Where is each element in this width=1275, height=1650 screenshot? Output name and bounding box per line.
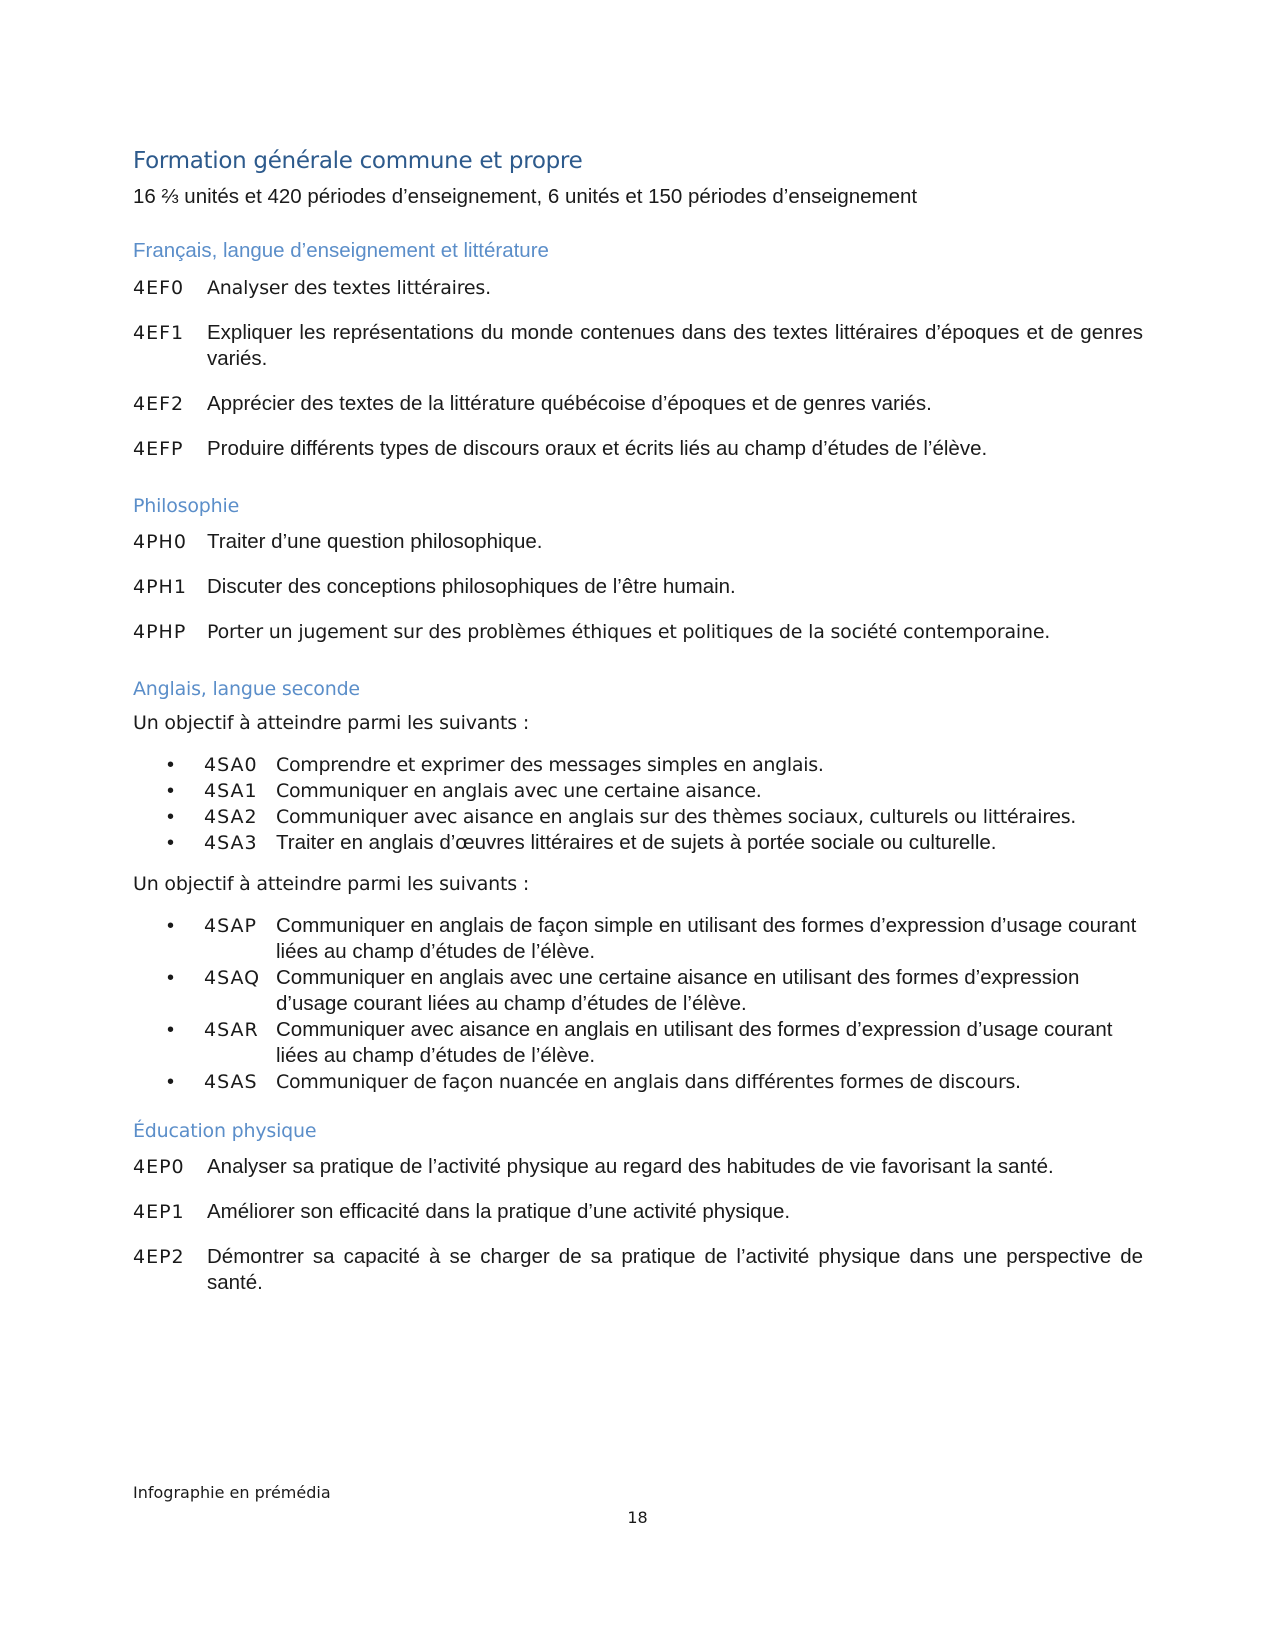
objective-code: 4SA1	[204, 780, 258, 802]
objective-code: 4EFP	[133, 438, 184, 460]
objective-code: 4EP2	[133, 1246, 185, 1268]
objective-text: Communiquer en anglais de façon simple en utilisant des formes d’expression d’usage courant liées au champ d’études de l’élève.	[276, 914, 1137, 963]
bullet-icon: •	[167, 780, 175, 802]
objective-text: Traiter en anglais d’œuvres littéraires et de sujets à portée sociale ou culturelle.	[276, 831, 997, 854]
bullet-icon: •	[167, 915, 175, 937]
objective-item	[133, 529, 1143, 555]
objective-code: 4PHP	[133, 621, 187, 643]
objective-text: Communiquer en anglais avec une certaine aisance en utilisant des formes d’expression d’usage courant liées au champ d’études de l’élève.	[276, 966, 1080, 1015]
objective-code: 4EF2	[133, 393, 185, 415]
objective-code: 4SAR	[204, 1019, 259, 1041]
list-item	[133, 830, 1143, 856]
list-item	[133, 1069, 1143, 1095]
list-item	[133, 804, 1143, 830]
bullet-icon: •	[167, 806, 175, 828]
objective-code: 4SA3	[204, 832, 258, 854]
objective-item	[133, 320, 1143, 372]
page-subtitle: 16 ⅔ unités et 420 périodes d’enseignement, 6 unités et 150 périodes d’enseignement	[133, 185, 918, 208]
objective-code: 4PH1	[133, 576, 187, 598]
objective-text: Expliquer les représentations du monde contenues dans des textes littéraires d’époques et de genres variés.	[207, 321, 1143, 370]
objective-text: Apprécier des textes de la littérature québécoise d’époques et de genres variés.	[207, 392, 932, 415]
list-item	[133, 778, 1143, 804]
bullet-icon: •	[167, 967, 175, 989]
objective-text: Analyser sa pratique de l’activité physique au regard des habitudes de vie favorisant la santé.	[207, 1155, 1054, 1178]
objective-text: Traiter d’une question philosophique.	[207, 530, 543, 553]
list-item	[133, 1017, 1143, 1069]
footer-program: Infographie en prémédia	[133, 1483, 331, 1502]
objective-text: Communiquer avec aisance en anglais en utilisant des formes d’expression d’usage courant liées au champ d’études de l’élève.	[276, 1018, 1113, 1067]
objective-code: 4SAS	[204, 1071, 258, 1093]
bullet-icon: •	[167, 754, 175, 776]
objective-text: Améliorer son efficacité dans la pratique d’une activité physique.	[207, 1200, 791, 1223]
section-title-francais: Français, langue d’enseignement et littérature	[133, 239, 549, 262]
objective-text: Communiquer avec aisance en anglais sur des thèmes sociaux, culturels ou littéraires.	[276, 806, 1077, 828]
bullet-icon: •	[167, 832, 175, 854]
objective-item	[133, 1244, 1143, 1296]
objective-code: 4SA0	[204, 754, 258, 776]
objective-item	[133, 391, 1143, 417]
objective-item	[133, 275, 1143, 301]
objective-text: Porter un jugement sur des problèmes éthiques et politiques de la société contemporaine.	[207, 621, 1051, 643]
anglais-intro-2: Un objectif à atteindre parmi les suivants :	[133, 873, 530, 895]
objective-code: 4EP1	[133, 1201, 185, 1223]
section-title-education: Éducation physique	[133, 1120, 317, 1142]
objective-code: 4EP0	[133, 1156, 185, 1178]
list-item	[133, 752, 1143, 778]
objective-code: 4PH0	[133, 531, 187, 553]
section-title-philosophie: Philosophie	[133, 495, 240, 517]
objective-text: Communiquer de façon nuancée en anglais dans différentes formes de discours.	[276, 1071, 1021, 1093]
anglais-intro-1: Un objectif à atteindre parmi les suivants :	[133, 712, 530, 734]
bullet-icon: •	[167, 1071, 175, 1093]
objective-text: Communiquer en anglais avec une certaine aisance.	[276, 780, 762, 802]
anglais-list-1	[133, 752, 1143, 856]
objective-text: Démontrer sa capacité à se charger de sa pratique de l’activité physique dans une perspective de santé.	[207, 1245, 1143, 1294]
objective-text: Discuter des conceptions philosophiques de l’être humain.	[207, 575, 736, 598]
objective-text: Analyser des textes littéraires.	[207, 277, 491, 299]
objective-code: 4SAQ	[204, 967, 261, 989]
objective-code: 4EF0	[133, 277, 185, 299]
objective-text: Comprendre et exprimer des messages simples en anglais.	[276, 754, 824, 776]
document-page	[133, 148, 1143, 1315]
objective-item	[133, 436, 1143, 462]
objective-code: 4EF1	[133, 322, 185, 344]
objective-item	[133, 574, 1143, 600]
objective-code: 4SAP	[204, 915, 257, 937]
anglais-list-2	[133, 913, 1143, 1095]
page-number: 18	[627, 1508, 648, 1527]
bullet-icon: •	[167, 1019, 175, 1041]
objective-item	[133, 1199, 1143, 1225]
objective-item	[133, 619, 1143, 645]
objective-item	[133, 1154, 1143, 1180]
list-item	[133, 913, 1143, 965]
section-title-anglais: Anglais, langue seconde	[133, 678, 360, 700]
objective-code: 4SA2	[204, 806, 258, 828]
list-item	[133, 965, 1143, 1017]
objective-text: Produire différents types de discours oraux et écrits liés au champ d’études de l’élève.	[207, 437, 988, 460]
page-title: Formation générale commune et propre	[133, 148, 583, 174]
